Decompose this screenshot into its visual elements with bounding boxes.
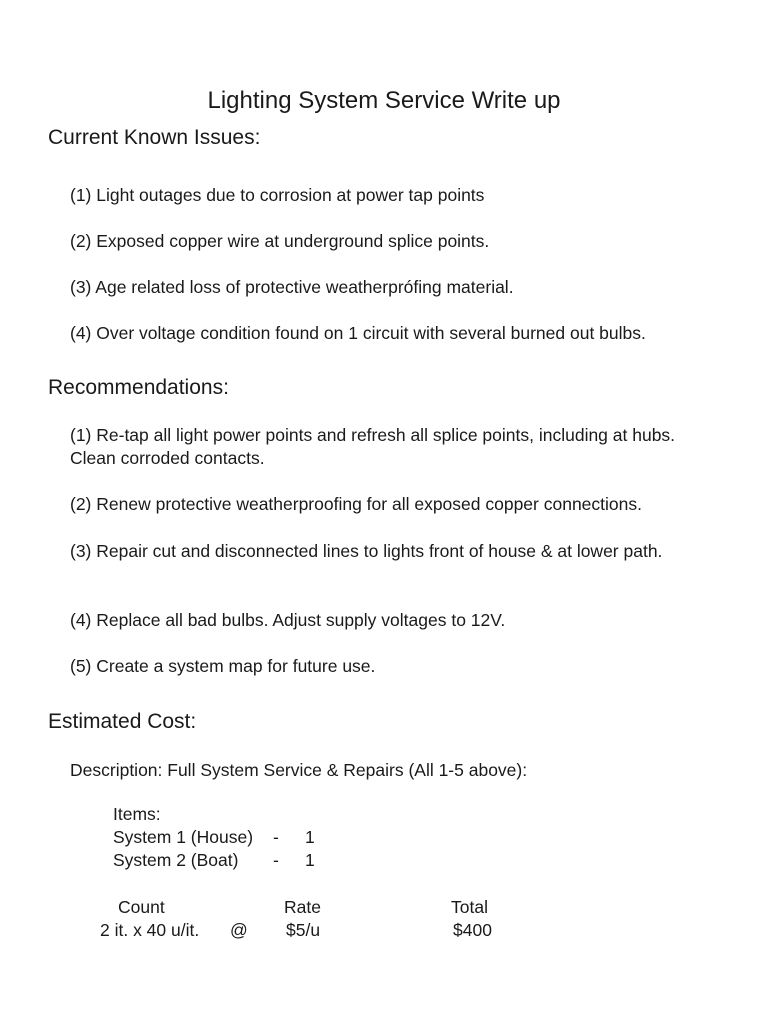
issue-item: (4) Over voltage condition found on 1 circuit with several burned out bulbs. — [70, 323, 646, 343]
issue-item: (2) Exposed copper wire at underground splice points. — [70, 231, 490, 251]
count-value: 2 it. x 40 u/it. — [100, 920, 200, 940]
count-header: Count — [118, 897, 165, 917]
total-header: Total — [451, 897, 488, 917]
issues-heading: Current Known Issues: — [48, 126, 261, 149]
at-symbol: @ — [230, 920, 248, 940]
recommendation-item: (3) Repair cut and disconnected lines to lights front of house & at lower path. — [70, 541, 663, 561]
rate-header: Rate — [284, 897, 321, 917]
recommendations-heading: Recommendations: — [48, 376, 229, 399]
recommendation-item: (2) Renew protective weatherproofing for all exposed copper connections. — [70, 494, 642, 514]
rate-value: $5/u — [286, 920, 321, 940]
cost-heading: Estimated Cost: — [48, 710, 197, 733]
system-name: System 1 (House) — [113, 827, 254, 847]
recommendation-item: (1) Re-tap all light power points and refresh all splice points, including at hubs. Clean corroded contacts. — [70, 425, 676, 468]
system-dash: - — [273, 827, 279, 847]
recommendation-item: (5) Create a system map for future use. — [70, 656, 376, 676]
cost-description: Description: Full System Service & Repairs (All 1-5 above): — [70, 760, 528, 780]
system-qty: 1 — [305, 827, 315, 847]
system-qty: 1 — [305, 850, 315, 870]
recommendation-item: (4) Replace all bad bulbs. Adjust supply voltages to 12V. — [70, 610, 506, 630]
system-dash: - — [273, 850, 279, 870]
total-value: $400 — [453, 920, 492, 940]
document-title: Lighting System Service Write up — [207, 87, 561, 114]
system-name: System 2 (Boat) — [113, 850, 239, 870]
issue-item: (1) Light outages due to corrosion at power tap points — [70, 185, 485, 205]
issue-item: (3) Age related loss of protective weatherprófing material. — [70, 277, 514, 297]
items-label: Items: — [113, 804, 161, 824]
